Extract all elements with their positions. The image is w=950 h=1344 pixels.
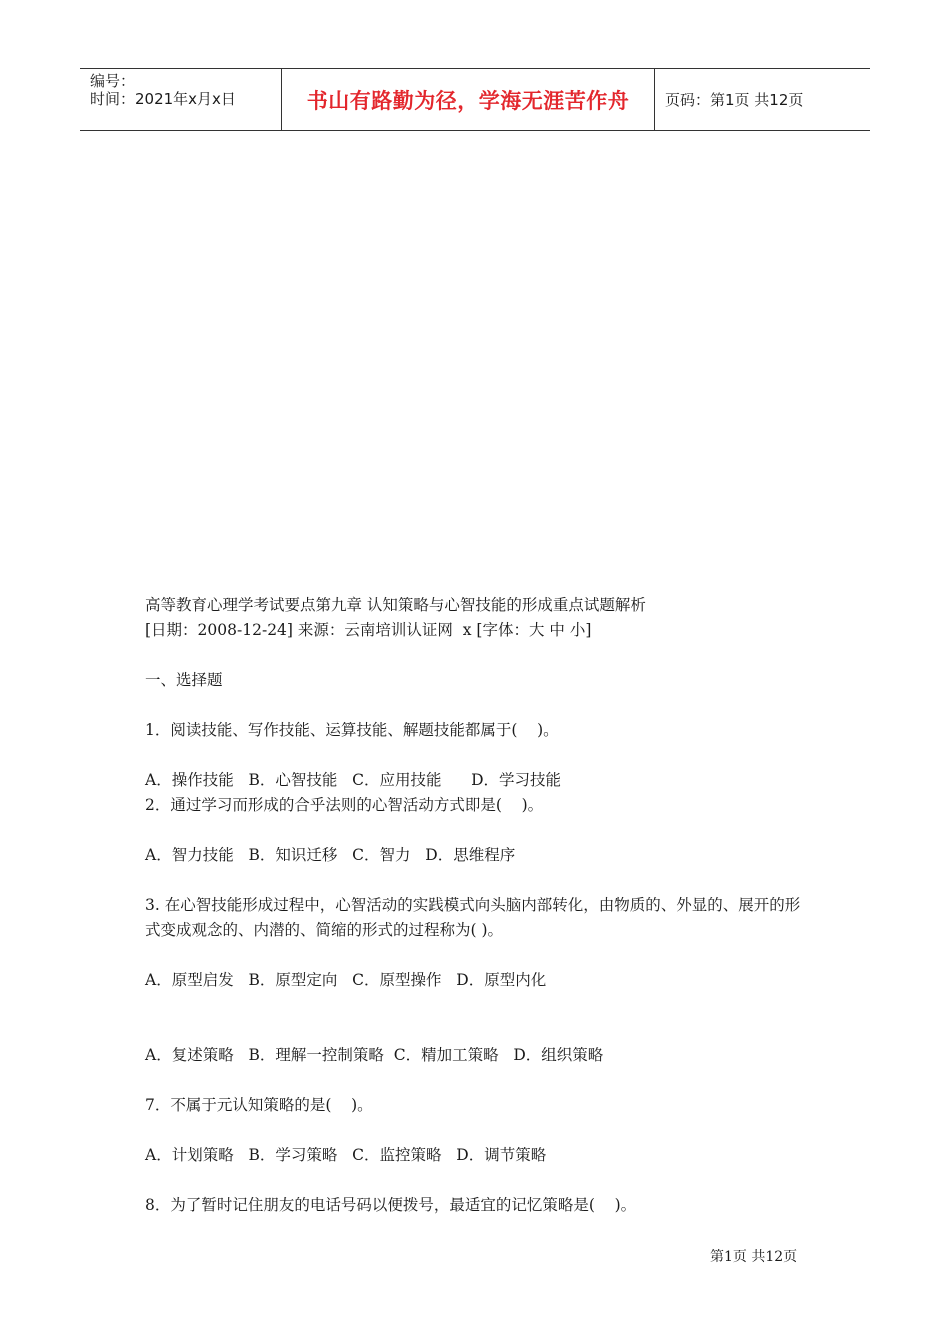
section-heading: 一、选择题	[145, 671, 223, 689]
time-label: 时间：2021年x月x日	[90, 90, 236, 108]
page-footer: 第1页 共12页	[710, 1249, 798, 1265]
question-1: 1．阅读技能、写作技能、运算技能、解题技能都属于( )。	[145, 721, 559, 739]
number-label: 编号：	[90, 72, 136, 90]
question-3-options: A．原型启发 B．原型定向 C．原型操作 D．原型内化	[145, 971, 547, 989]
question-3: 3. 在心智技能形成过程中，心智活动的实践模式向头脑内部转化，由物质的、外显的、展开的形式变成观念的、内潜的、简缩的形式的过程称为( )。	[145, 896, 801, 939]
question-6-options: A．复述策略 B．理解一控制策略 C．精加工策略 D．组织策略	[145, 1046, 604, 1064]
document-title: 高等教育心理学考试要点第九章 认知策略与心智技能的形成重点试题解析	[145, 596, 646, 614]
document-body	[145, 593, 815, 1218]
question-1-options: A．操作技能 B．心智技能 C．应用技能 D．学习技能	[145, 771, 561, 789]
header-page-cell	[655, 69, 870, 130]
document-header	[80, 68, 870, 131]
header-motto-cell	[282, 69, 655, 130]
question-2-options: A．智力技能 B．知识迁移 C．智力 D．思维程序	[145, 846, 516, 864]
document-meta: [日期：2008-12-24] 来源：云南培训认证网 x [字体：大 中 小]	[145, 621, 592, 639]
motto-text: 书山有路勤为径，学海无涯苦作舟	[306, 88, 630, 113]
header-info-cell	[80, 69, 282, 130]
question-7-options: A．计划策略 B．学习策略 C．监控策略 D．调节策略	[145, 1146, 547, 1164]
question-2: 2．通过学习而形成的合乎法则的心智活动方式即是( )。	[145, 796, 544, 814]
question-8: 8．为了暂时记住朋友的电话号码以便拨号，最适宜的记忆策略是( )。	[145, 1196, 637, 1214]
question-7: 7．不属于元认知策略的是( )。	[145, 1096, 373, 1114]
page-info: 页码：第1页 共12页	[665, 91, 804, 109]
